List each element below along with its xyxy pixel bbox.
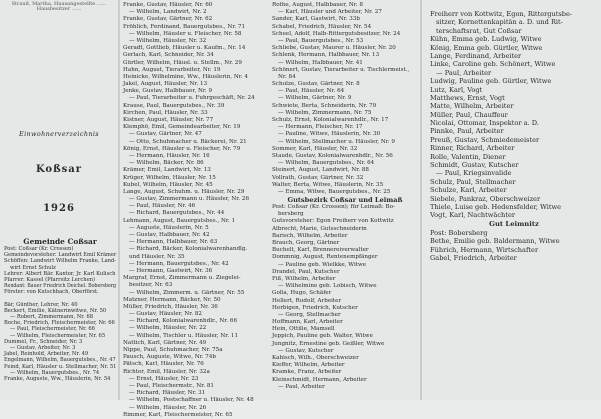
entry-line: Hahn, August, Tierarbeiter, Nr. 19: [123, 66, 221, 73]
entry-line: Nr. 84: [278, 73, 296, 80]
top-strip-line: Hausbesitzer ......: [36, 6, 82, 12]
entry-line: Vollrath, Gustav, Gärtner, Nr. 32: [272, 174, 364, 181]
entry-line: Albrecht, Marie, Gutsschneiderin: [272, 225, 367, 232]
entry-line: besitzer, Nr. 63: [129, 282, 173, 289]
entry-line: Richter, Emil, Häusler, Nr. 32a: [123, 368, 210, 375]
directory-year: 1926: [43, 203, 75, 214]
entry-line: — Emma, Witwe, Bauergutsbes., Nr. 25: [278, 188, 391, 195]
entry-line: — Auguste, Häuslerin, Nr. 5: [129, 224, 209, 231]
entry-line: Rendant: Bauer Friedrich Deichel. Bobersberg: [4, 283, 117, 290]
entry-line: Bethe, Emilie geb. Baldermann, Witwe: [430, 237, 560, 246]
entry-line: — Gustav, Kutscher: [278, 347, 334, 354]
entry-line: Lange, Ferdinand, Arbeiter: [430, 51, 522, 60]
entry-line: Heinicke, Wilhelmine, Ww., Häuslerin, Nr. 4: [123, 73, 248, 80]
entry-line: Kirchen, Paul, Häusler, Nr. 33: [123, 109, 208, 116]
entry-line: König, Ernst, Häusler u. Fleischer, Nr. 79: [123, 145, 241, 152]
entry-line: Feind, Karl, Häusler u. Stellmacher, Nr. 51: [4, 363, 117, 370]
entry-line: Linke, Caroline geb. Schönert, Witwe: [430, 60, 556, 69]
entry-line: Ludwig, Pauline geb. Gürtler, Witwe: [430, 77, 552, 86]
entry-line: — Wilhelm, Häusler u. Fleischer, Nr. 58: [129, 30, 242, 37]
entry-line: Schmidt, Gustav, Kutscher: [430, 161, 519, 170]
entry-line: — Wilhelm, Häusler, Nr. 32: [129, 37, 207, 44]
entry-line: — Wilhelm, Halbbauer, Nr. 41: [278, 59, 363, 66]
entry-line: Fiß, Wilhelm, Arbeiter: [272, 275, 336, 282]
entry-line: — Hermann, Fleischer, Nr. 17: [278, 124, 363, 131]
entry-line: — Wilhelm, Bauergutsbes., Nr. 64: [278, 160, 375, 167]
entry-line: — Otto, Schuhmacher u. Bäckerei, Nr. 21: [129, 138, 247, 145]
entry-line: Barisch, Wilhelm, Arbeiter: [272, 232, 348, 239]
entry-line: — Richard, Bauergutsbes., Nr. 44: [129, 210, 225, 217]
entry-line: — Gustav, Halbbauer, Nr. 42: [129, 232, 210, 238]
entry-line: — Wilhelm, Stellmacher u. Häusler, Nr. 9: [278, 138, 395, 145]
entry-line: Matte, Wilhelm, Arbeiter: [430, 102, 514, 111]
section-heading: Gutsbezirk Coßsar und Leimaß: [287, 196, 403, 205]
entry-line: Kieffer, Wilhelm, Arbeiter: [272, 362, 345, 369]
directory-place: Koßsar: [35, 164, 83, 175]
page-middle: [120, 0, 420, 418]
entry-line: Fröhlich, Ferdinand, Bauergutsbes., Nr. 71: [123, 23, 246, 30]
entry-line: Hellert, Rudolf, Arbeiter: [272, 297, 342, 304]
entry-line: wirt Ernst Schulz: [10, 264, 56, 271]
entry-line: Herbigen, Friedrich, Kutscher: [272, 304, 358, 311]
entry-line: — Karl, Häusler und Arbeiter, Nr. 27: [278, 9, 382, 16]
entry-line: Thiele, Luise geb. Hedensfelder, Witwe: [430, 202, 562, 211]
entry-line: Buchelt, Karl, Brennereiverwalter: [272, 247, 369, 254]
entry-line: Brauch, Georg, Gärtner: [272, 240, 340, 246]
entry-line: Nippe, Paul, Schuhmacher, Nr. 75a: [123, 347, 223, 353]
entry-line: Krüger, Wilhelm, Häusler, Nr. 15: [123, 174, 216, 181]
entry-line: Kleinschmidt, Hermann, Arbeiter: [272, 376, 367, 383]
entry-line: Nattich, Karl, Gärtner, Nr. 49: [123, 339, 207, 346]
entry-line: Franke, Gustav, Häusler, Nr. 60: [123, 2, 213, 8]
entry-line: — Richard, Bäcker, Kolonialwarenhandlg.: [129, 246, 248, 253]
entry-line: — Paul, Bauergutsbes., Nr. 53: [278, 37, 364, 44]
entry-line: Schulze, Karl, Arbeiter: [430, 186, 507, 195]
entry-line: Sommer, Karl, Häusler, Nr. 32: [272, 145, 358, 152]
entry-line: Margraf, Ernst, Zimmermann u. Ziegelei-: [123, 275, 241, 282]
entry-line: Krämer, Emil, Landwirt, Nr. 13: [123, 167, 211, 174]
entry-line: Jungnitz, Ernestine geb. Geißler, Witwe: [272, 340, 385, 347]
entry-line: Pinnke, Paul, Arbeiter: [430, 127, 504, 136]
entry-line: Pätsch, Karl, Häusler, Nr. 76: [123, 361, 204, 368]
entry-line: Schulz, Ernst, Kolonialwarenhdlr., Nr. 17: [272, 117, 389, 123]
entry-line: Förster: von Kutschbach, Oberförst.: [4, 289, 99, 296]
entry-line: Post: Coßsar (Kr. Crossen): [4, 246, 74, 252]
entry-line: — Wilhelm, Zimmermann, Nr. 75: [278, 109, 372, 116]
entry-line: Schabel, Friedrich, Häusler, Nr. 54: [272, 23, 372, 30]
entry-line: — Pauline geb. Wielkke, Witwe: [278, 261, 367, 268]
entry-line: — Paul, Häusler, Nr. 64: [278, 88, 345, 95]
entry-line: — Richard, Häusler, Nr. 31: [129, 390, 206, 397]
entry-line: Scheel, Adolf, Halb-Rittergutsbesitzer, Nr. 24: [272, 30, 401, 37]
section-heading: Gut Leimnitz: [489, 219, 539, 228]
entry-line: Müller, Friedrich, Häusler, Nr. 36: [123, 303, 218, 310]
entry-line: Pausch, Auguste, Witwe, Nr. 74b: [123, 354, 216, 361]
entry-line: — Wilhelm, Bäcker, Nr. 86: [129, 160, 204, 167]
entry-line: Beckert, Emilie, Kätnerinwitwe, Nr. 50: [4, 307, 107, 314]
entry-line: Jeppich, Pauline geb. Walter, Witwe: [272, 333, 373, 340]
entry-line: Engelmann, Wilhelm, Bauergutsbes., Nr. 47: [4, 357, 116, 364]
entry-line: terschaftsrat, Gut Coßsar: [436, 26, 522, 35]
entry-line: — Wilhelm, Gärtner, Nr. 9: [278, 95, 352, 102]
entry-line: Kramke, Franz, Arbeiter: [272, 369, 342, 376]
entry-line: Müller, Paul, Chauffeur: [430, 110, 508, 119]
entry-line: Gerlach, Karl, Schneider, Nr. 34: [123, 52, 214, 59]
entry-line: — Georg, Stellmacher: [278, 311, 341, 318]
entry-line: — Paul, Fleischermstr., Nr. 81: [129, 382, 214, 389]
entry-line: Lehrer: Albert Bär. Kantor, Jr. Karl Kulisch: [4, 270, 116, 277]
entry-line: Boche, Friedrich, Fleischermeister, Nr. 66: [4, 320, 115, 327]
entry-line: Kubel, Wilhelm, Häusler, Nr. 45: [123, 181, 213, 188]
entry-line: — Pauline, Witwe, Häuslerin, Nr. 30: [278, 131, 381, 138]
entry-line: Geradt, Gottlieb, Häusler u. Kaufm., Nr. 14: [123, 45, 246, 52]
entry-line: Kühn, Emma geb. Ludwig, Witwe: [430, 35, 542, 44]
p1-entries: [4, 237, 117, 382]
entry-line: — Paul, Kriegsinvalide: [436, 169, 512, 178]
entry-line: Post: Coßsar (Kr. Crossen); für Leimaß: Bo-: [272, 204, 395, 211]
entry-line: Lange, August, Schuhm. u. Häusler, Nr. 29: [123, 188, 245, 195]
entry-line: Schulze, Gustav, Gärtner, Nr. 8: [272, 81, 360, 88]
entry-line: Rothe, August, Halbbauer, Nr. 8: [272, 2, 363, 8]
column-right: [272, 2, 418, 391]
entry-line: — Ernst, Häusler, Nr. 23: [129, 375, 199, 382]
entry-line: Golla, Hugo, Schäfer: [272, 290, 332, 297]
entry-line: sitzer, Kornettenkapitän a. D. und Rit-: [436, 18, 563, 27]
entry-line: Jakel, August, Häusler, Nr. 13: [123, 81, 208, 88]
entry-line: — Gustav, Arbeiter, Nr. 3: [10, 345, 76, 351]
entry-line: Schöffen: Landwirt Wilhelm Franke, Land-: [4, 258, 117, 265]
entry-line: Gemeindevorsteher: Landwirt Emil Krämer: [4, 252, 117, 259]
entry-line: Siebele, Pankraz, Oberschweizer: [430, 194, 541, 203]
entry-line: — Hermann, Häusler, Nr. 16: [129, 152, 210, 159]
entry-line: Walter, Berta, Witwe, Häuslerin, Nr. 35: [272, 181, 384, 188]
column-main: [430, 10, 598, 262]
entry-line: Pfarrer: Kassel (Pfarrsitz Lerchen): [4, 276, 96, 283]
entry-line: — Gustav, Gärtner, Nr. 47: [129, 131, 202, 138]
entry-line: Hein, Ottilie, Mamsell: [272, 326, 335, 333]
entry-line: Bär, Günther, Lehrer, Nr. 40: [4, 301, 78, 308]
entry-line: — Hermann, Gastwirt, Nr. 36: [129, 267, 213, 274]
entry-line: Klemphö, Emil, Gemeindearbeiter, Nr. 19: [123, 124, 241, 131]
entry-line: Vogt, Karl, Nachtwächter: [430, 211, 516, 220]
entry-line: König, Emma geb. Gürtler, Witwe: [430, 43, 543, 52]
entry-line: Rolle, Valentin, Diener: [430, 152, 506, 161]
entry-line: — Paul, Arbeiter: [436, 68, 492, 77]
entry-line: Lutz, Karl, Vogt: [430, 85, 483, 94]
entry-line: — Wilhelm, Zimmerm. u. Gärtner, Nr. 55: [129, 289, 245, 296]
entry-line: Jenke, Gustav, Halbbauer, Nr. 9: [123, 88, 213, 95]
entry-line: Schulz, Paul, Stellmacher: [430, 177, 516, 186]
entry-line: Gürtler, Wilhelm, Häusl. u. Stellm., Nr. 29: [123, 59, 242, 66]
entry-line: Rimmer, Karl, Fleischermeister, Nr. 65: [123, 411, 233, 418]
entry-line: — Wilhelm, Landwirt, Nr. 2: [129, 9, 207, 16]
entry-line: Führich, Hermann, Wirtschafter: [430, 245, 539, 254]
entry-line: — Hermann, Bauergutsbes., Nr. 42: [129, 260, 229, 267]
entry-line: — Hermann, Halbbauer, Nr. 63: [129, 239, 218, 246]
entry-line: Kistner, August, Häusler, Nr. 77: [123, 117, 214, 123]
entry-line: bersberg: [278, 211, 304, 218]
entry-line: Kabisch, Wilh., Oberschweizer: [272, 355, 359, 361]
entry-line: Freiherr von Kottwitz, Egon, Rittergutsbe-: [430, 10, 573, 18]
entry-line: — Paul, Fleischermeister, Nr. 66: [10, 326, 95, 333]
entry-line: Matzner, Hermann, Bäcker, Nr. 50: [123, 296, 221, 303]
entry-line: und Häusler, Nr. 35: [129, 253, 185, 260]
entry-line: — Wilhelmine geb. Lobisch, Witwe: [278, 283, 377, 290]
section-heading: Gemeinde Coßsar: [23, 237, 97, 246]
entry-line: Nicolai, Ottomar, Inspektor a. D.: [430, 119, 539, 128]
entry-line: Staude, Gustav, Kolonialwarenhdlr., Nr. 56: [272, 152, 393, 159]
title-block: [4, 2, 114, 214]
entry-line: Gutsvorsteher: Egon Freiherr von Kottwitz: [272, 218, 394, 225]
top-strip-line: Strauß, Martha, Hausangestellte ......: [11, 1, 107, 7]
entry-line: — Wilhelm, Häusler, Nr. 26: [129, 404, 207, 411]
entry-line: — Robert, Zimmermann, Nr. 68: [10, 314, 94, 321]
entry-line: — Wilhelm, Fleischermeister, Nr. 65: [10, 332, 106, 339]
entry-line: Schliebe, Gustav, Maurer u. Häusler, Nr. 20: [272, 45, 396, 52]
entry-line: Matthews, Ernst, Vogt: [430, 93, 505, 102]
entry-line: Rinner, Richard, Arbeiter: [430, 144, 515, 153]
page-left: [0, 0, 118, 400]
page-right: [422, 0, 601, 400]
entry-line: Jabel, Reinhold, Arbeiter, Nr. 49: [4, 351, 89, 358]
entry-line: Schwiete, Berta, Schneiderin, Nr. 79: [272, 102, 377, 109]
entry-line: Drandel, Paul, Kutscher: [272, 268, 340, 275]
entry-line: Preuß, Gustav, Schmiedemeister: [430, 135, 540, 144]
entry-line: Gabel, Friedrich, Arbeiter: [430, 253, 517, 262]
entry-line: — Paul, Tierarbeiter u. Fuhrgeschäft, Nr. 24: [129, 95, 255, 102]
entry-line: Schönert, Gustav, Tierarbeiter u. Tischlermeist.,: [272, 66, 410, 73]
entry-line: Krause, Paul, Bauergutsbes., Nr. 39: [123, 102, 225, 109]
entry-line: Hoffmann, Karl, Arbeiter: [272, 319, 343, 326]
entry-line: — Wilhelm, Postschaffner u. Häusler, Nr. 48: [129, 397, 254, 404]
entry-line: Dummel, Fr., Schneider, Nr. 3: [4, 338, 83, 345]
entry-line: Dommnig, August, Rentenempfänger: [272, 254, 378, 261]
entry-line: — Wilhelm, Bauergutsbes., Nr. 74: [10, 369, 100, 376]
entry-line: Franke, Auguste, Ww., Häuslerin, Nr. 54: [4, 375, 111, 382]
entry-line: — Gustav, Zimmermann u. Häusler, Nr. 26: [129, 196, 250, 203]
entry-line: — Paul, Häusler, Nr. 46: [129, 203, 196, 210]
directory-title: Einwohnerverzeichnis: [19, 130, 99, 138]
entry-line: Post: Bobersberg: [430, 228, 488, 237]
entry-line: — Gustav, Häusler, Nr. 82: [129, 311, 202, 318]
entry-line: Lehmann, August, Bauergutsbes., Nr. 1: [123, 217, 236, 224]
entry-line: — Richard, Kolonialwarenhdlr., Nr. 66: [129, 318, 238, 325]
entry-line: Sander, Karl, Gastwirt, Nr. 33b: [272, 16, 360, 23]
column-left: [123, 2, 269, 419]
entry-line: — Paul, Arbeiter: [278, 383, 325, 390]
entry-line: — Wilhelm, Tischler u. Häusler, Nr. 11: [129, 332, 239, 339]
entry-line: Franke, Gustav, Gärtner, Nr. 62: [123, 16, 213, 23]
entry-line: Steinert, August, Landwirt, Nr. 88: [272, 167, 369, 174]
entry-line: — Wilhelm, Häusler, Nr. 22: [129, 325, 207, 332]
entry-line: Schlenk, Hermann, Halbbauer, Nr. 13: [272, 52, 380, 59]
